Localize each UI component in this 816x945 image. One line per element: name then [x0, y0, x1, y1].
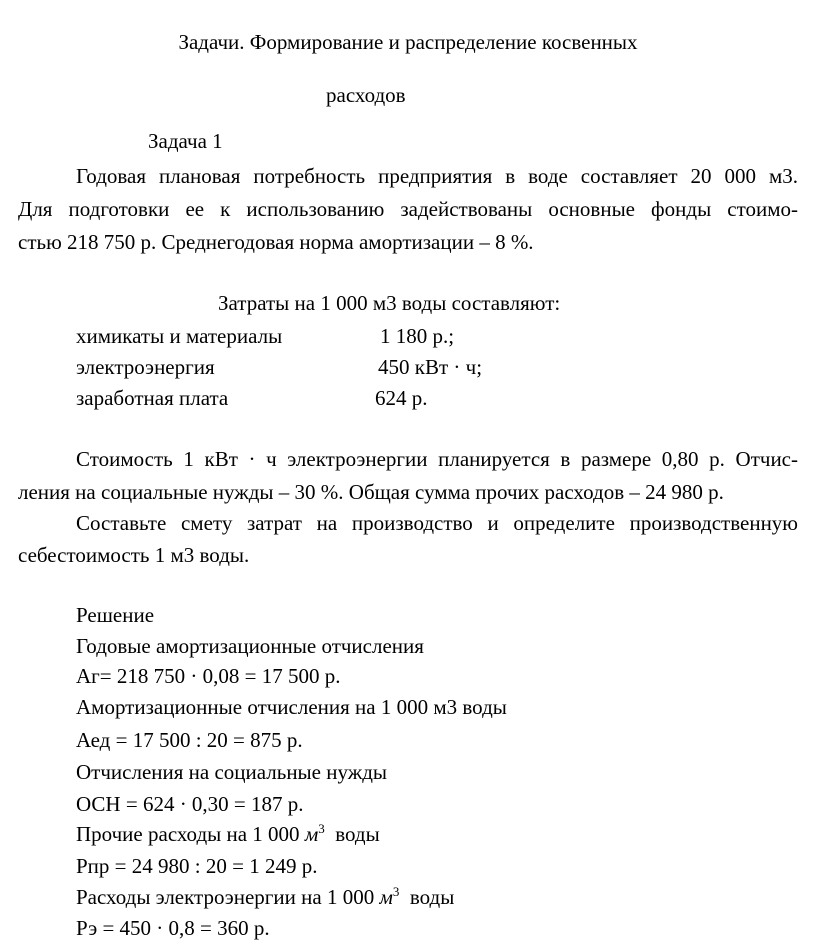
cost-label-chemicals: химикаты и материалы	[76, 324, 283, 348]
cost-label-salary: заработная плата	[76, 386, 229, 410]
solution-line-5: Отчисления на социальные нужды	[76, 760, 388, 784]
other-exponent: 3	[318, 821, 325, 836]
other-unit: м	[304, 822, 319, 846]
task-para1-line2: Для подготовки ее к использованию задействованы основные фонды стоимо-	[18, 197, 798, 221]
task-para2-line1: Стоимость 1 кВт · ч электроэнергии планируется в размере 0,80 р. Отчис-	[76, 447, 798, 471]
solution-line-2: Аг= 218 750 · 0,08 = 17 500 р.	[76, 664, 341, 688]
task-para3-line2: себестоимость 1 м3 воды.	[18, 543, 250, 567]
task-heading: Задача 1	[148, 129, 223, 153]
solution-line-4: Аед = 17 500 : 20 = 875 р.	[76, 728, 303, 752]
solution-line-1: Годовые амортизационные отчисления	[76, 634, 424, 658]
cost-label-electricity: электроэнергия	[76, 355, 215, 379]
solution-heading: Решение	[76, 603, 155, 627]
cost-value-chemicals: 1 180 р.;	[380, 324, 455, 348]
power-unit: м	[379, 885, 393, 909]
other-label-after: воды	[335, 822, 380, 846]
solution-line-6: ОСН = 624 · 0,30 = 187 р.	[76, 792, 304, 816]
cost-value-salary: 624 р.	[375, 386, 428, 410]
title-line-1: Задачи. Формирование и распределение косвенных	[178, 30, 638, 54]
title-line-2: расходов	[326, 83, 406, 107]
costs-heading: Затраты на 1 000 м3 воды составляют:	[218, 291, 561, 315]
solution-other-formula: Рпр = 24 980 : 20 = 1 249 р.	[76, 854, 318, 878]
task-para3-line1: Составьте смету затрат на производство и определите производственную	[76, 511, 798, 535]
other-label-before: Прочие расходы на 1 000	[76, 822, 300, 846]
solution-other-label	[76, 821, 380, 847]
solution-power-formula: Рэ = 450 · 0,8 = 360 р.	[76, 916, 270, 940]
power-label-before: Расходы электроэнергии на 1 000	[76, 885, 375, 909]
solution-line-3: Амортизационные отчисления на 1 000 м3 воды	[76, 695, 507, 719]
task-para1-line1: Годовая плановая потребность предприятия в воде составляет 20 000 м3.	[76, 164, 798, 188]
cost-value-electricity: 450 кВт · ч;	[378, 355, 483, 379]
task-para1-line3: стью 218 750 р. Среднегодовая норма амортизации – 8 %.	[18, 230, 534, 254]
task-para2-line2: ления на социальные нужды – 30 %. Общая сумма прочих расходов – 24 980 р.	[18, 480, 724, 504]
power-exponent: 3	[392, 884, 400, 899]
solution-power-label	[76, 884, 454, 910]
power-label-after: воды	[409, 885, 455, 909]
